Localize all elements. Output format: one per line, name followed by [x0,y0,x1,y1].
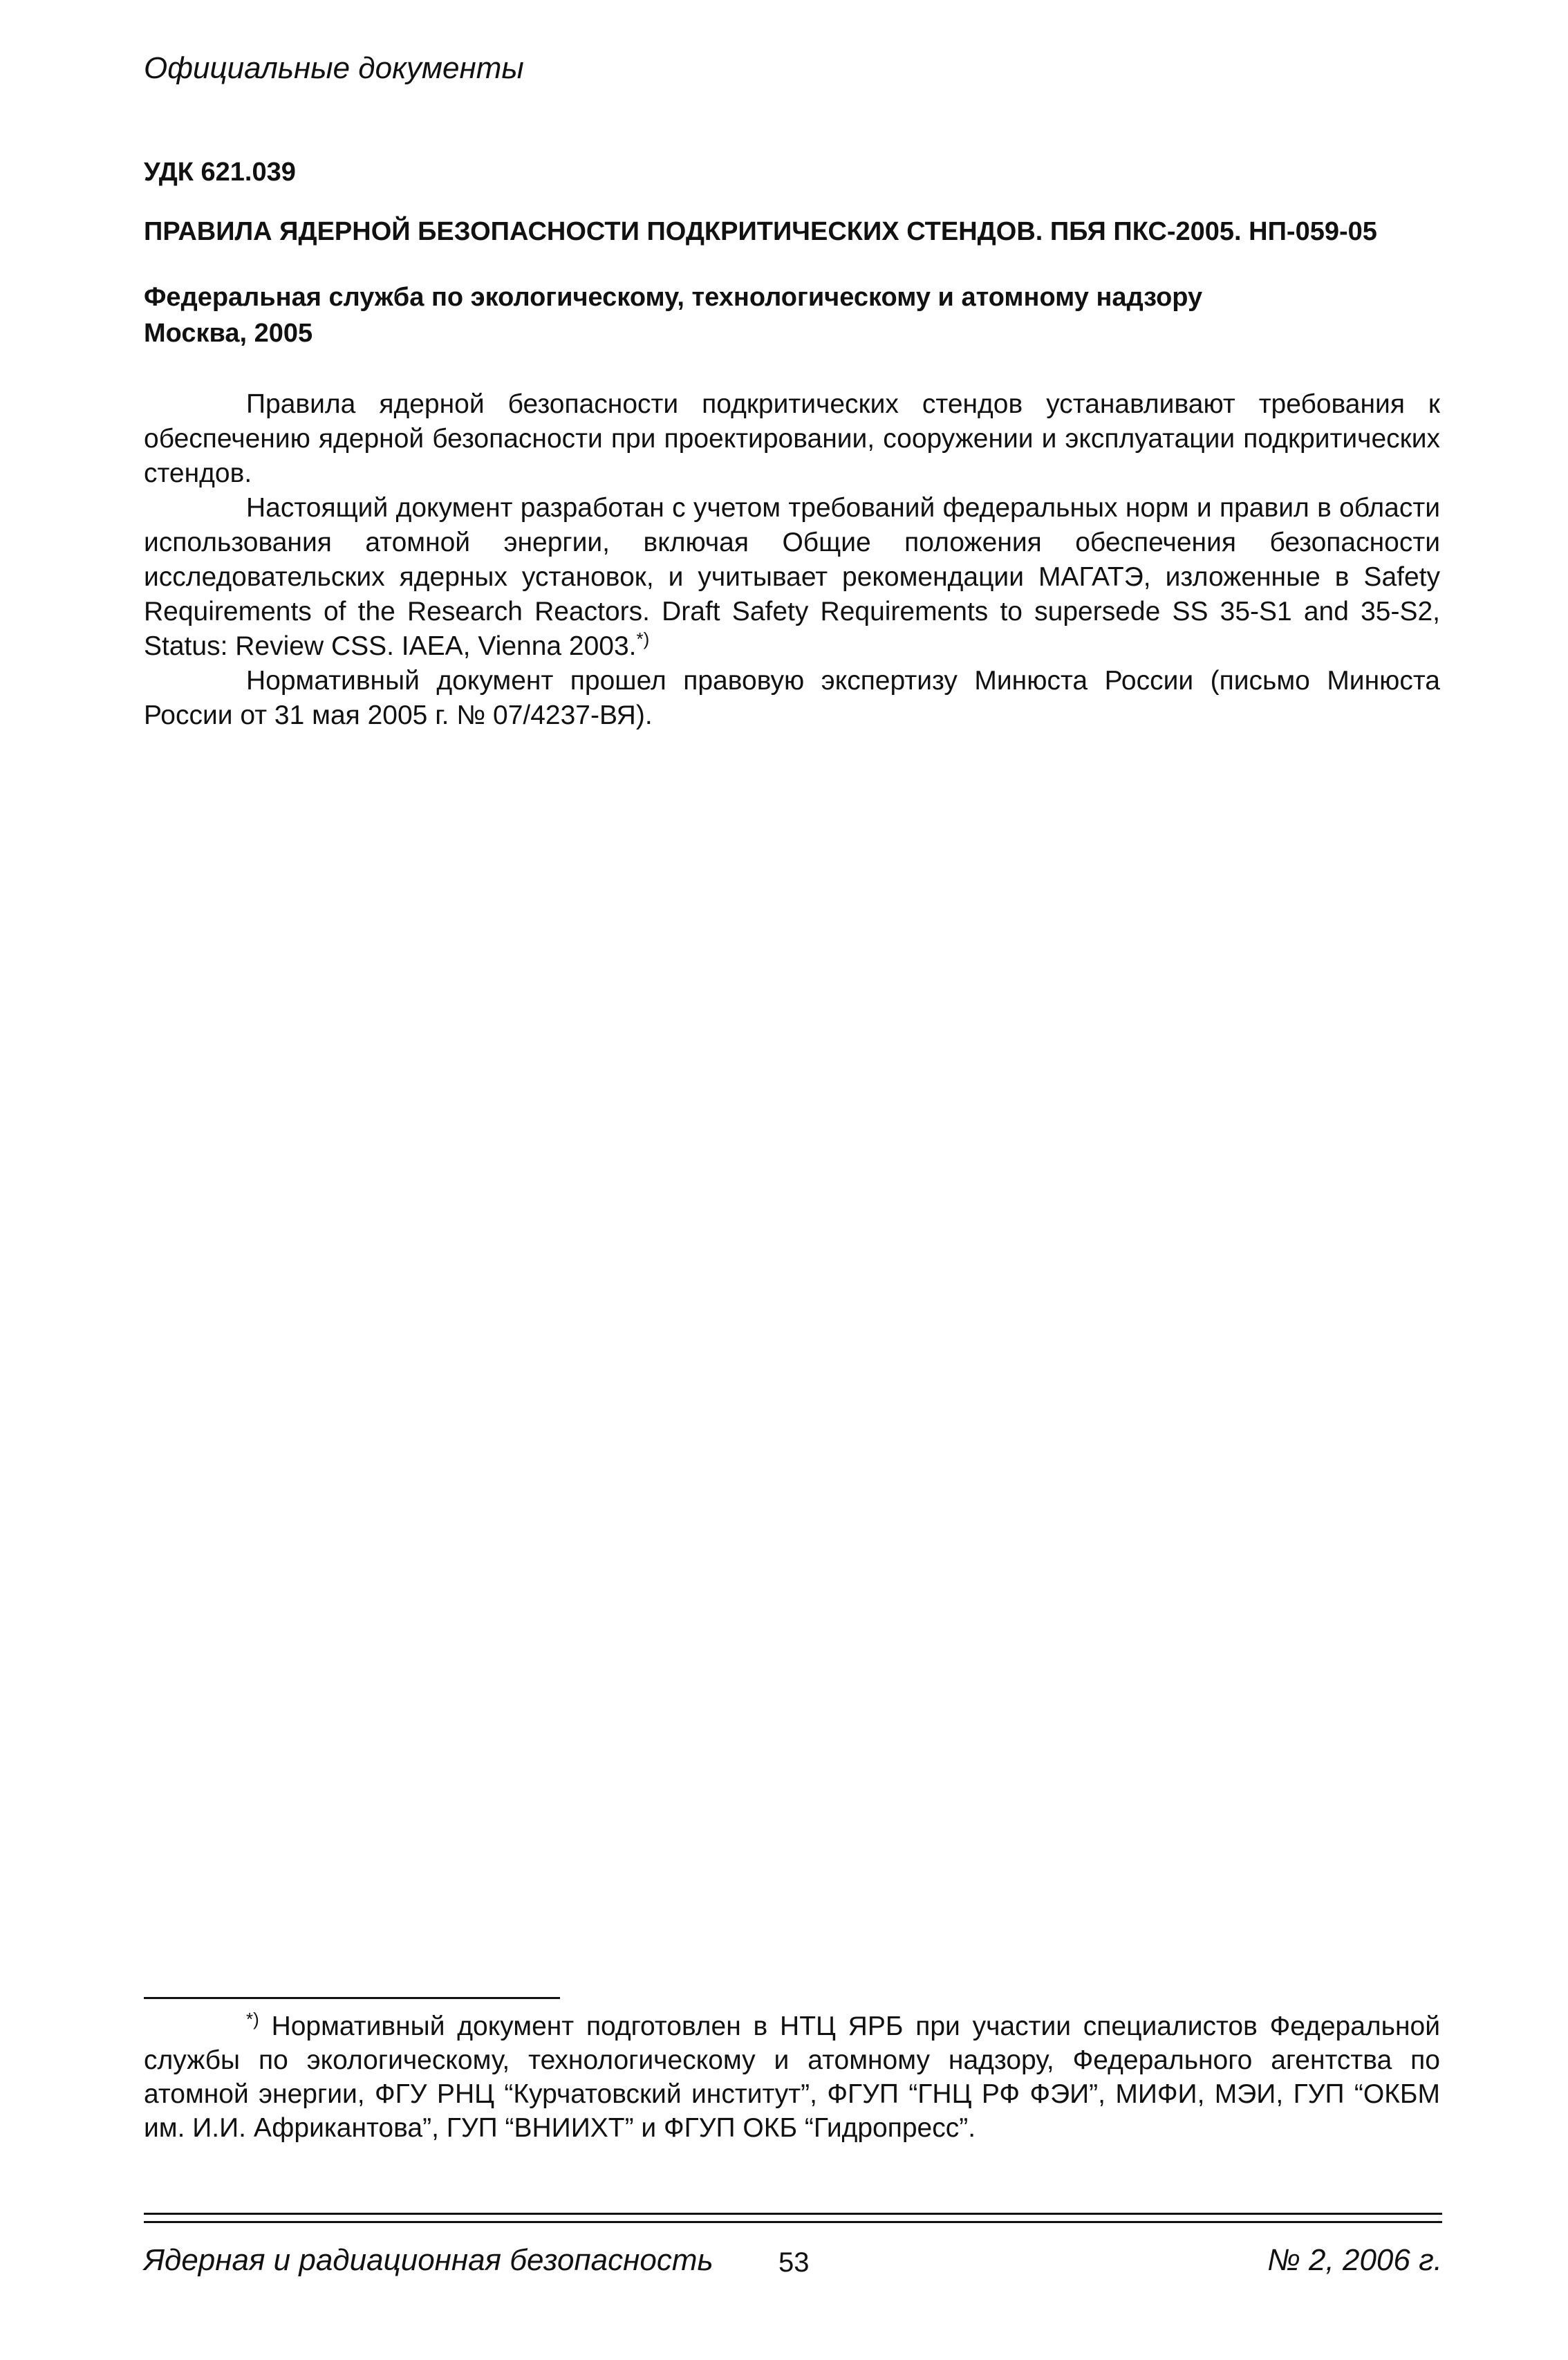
running-head: Официальные документы [144,51,524,85]
document-body [144,387,1440,733]
publication-place-year: Москва, 2005 [144,319,313,348]
footer-rule-top [144,2213,1442,2215]
page-number: 53 [778,2247,810,2278]
publisher-block [144,279,1202,351]
footer-rule-bottom [144,2221,1442,2223]
footer-journal-title: Ядерная и радиационная безопасность [144,2243,713,2277]
footnote-mark: *) [246,2009,259,2029]
footnote-text: Нормативный документ подготовлен в НТЦ ЯРБ при участии специалистов Федеральной службы по экологическому, технологическому и атомному надзору, Федерального агентства по атомной энергии, ФГУ РНЦ “Курчатовский институт”, ФГУП “ГНЦ РФ ФЭИ”, МИФИ, МЭИ, ГУП “ОКБМ им. И.И. Африкантова”, ГУП “ВНИИХТ” и ФГУП ОКБ “Гидропресс”. [144,2011,1440,2143]
footnote-separator [144,1997,560,1999]
footer-issue: № 2, 2006 г. [1267,2243,1442,2277]
udk-code: УДК 621.039 [144,158,296,187]
footnote [144,2009,1440,2145]
document-title: ПРАВИЛА ЯДЕРНОЙ БЕЗОПАСНОСТИ ПОДКРИТИЧЕСКИХ СТЕНДОВ. ПБЯ ПКС-2005. НП-059-05 [144,217,1377,246]
footnote-reference-mark[interactable]: *) [636,629,650,649]
paragraph-basis-text: Настоящий документ разработан с учетом требований федеральных норм и правил в области использования атомной энергии, включая Общие положения обеспечения безопасности исследовательских ядерных установок, и учитывает рекомендации МАГАТЭ, изложенные в Safety Requirements of the Research Reactors. Draft Safety Requirements to supersede SS 35-S1 and 35-S2, Status: Review CSS. IAEA, Vienna 2003. [144,493,1440,661]
publisher-name: Федеральная служба по экологическому, технологическому и атомному надзору [144,283,1203,312]
paragraph-scope: Правила ядерной безопасности подкритических стендов устанавливают требования к обеспечению ядерной безопасности при проектировании, сооружении и эксплуатации подкритических стендов. [144,389,1440,488]
paragraph-legal-review: Нормативный документ прошел правовую экспертизу Минюста России (письмо Минюста России от 31 мая 2005 г. № 07/4237-ВЯ). [144,666,1440,730]
paragraph-basis [144,491,1440,664]
